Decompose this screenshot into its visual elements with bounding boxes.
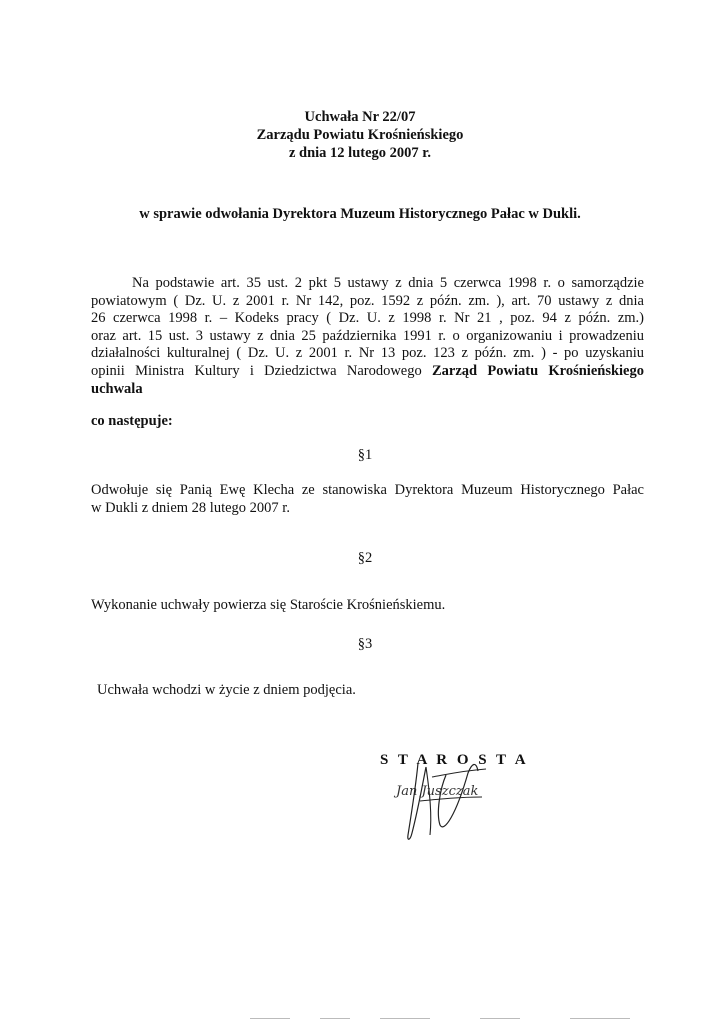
handwritten-signature <box>360 755 500 845</box>
preamble <box>91 275 644 398</box>
section-1-text <box>91 482 644 517</box>
section-3-label: §3 <box>357 636 373 652</box>
section-3-text: Uchwała wchodzi w życie z dniem podjęcia. <box>97 682 356 698</box>
resolves-word: uchwala <box>91 380 143 397</box>
section-1-line: Odwołuje się Panią Ewę Klecha ze stanowiska Dyrektora Muzeum Historycznego Pałac <box>91 482 644 498</box>
preamble-line: powiatowym ( Dz. U. z 2001 r. Nr 142, poz. 1592 z późn. zm. ), art. 70 ustawy z dnia <box>91 292 644 309</box>
preamble-line: Na podstawie art. 35 ust. 2 pkt 5 ustawy z dnia 5 czerwca 1998 r. o samorządzie <box>132 275 644 291</box>
issuing-body: Zarządu Powiatu Krośnieńskiego <box>256 127 464 143</box>
stamp-name: Jan Juszczak <box>396 784 479 799</box>
preamble-line: oraz art. 15 ust. 3 ustawy z dnia 25 października 1991 r. o organizowaniu i prowadzeniu <box>91 327 644 344</box>
co-nastepuje: co następuje: <box>91 413 173 429</box>
preamble-line: 26 czerwca 1998 r. – Kodeks pracy ( Dz. U. z 1998 r. Nr 21 , poz. 94 z późn. zm.) <box>91 310 644 327</box>
issuing-body-bold: Zarząd Powiatu Krośnieńskiego <box>432 362 644 379</box>
preamble-plain-text: opinii Ministra Kultury i Dziedzictwa Narodowego <box>91 362 422 379</box>
section-2-label: §2 <box>357 550 373 566</box>
resolution-number: Uchwała Nr 22/07 <box>304 109 416 125</box>
section-1-line: w Dukli z dniem 28 lutego 2007 r. <box>91 499 290 516</box>
resolution-date: z dnia 12 lutego 2007 r. <box>288 145 432 161</box>
preamble-line: działalności kulturalnej ( Dz. U. z 2001 r. Nr 13 poz. 123 z późn. zm. ) - po uzyskaniu <box>91 345 644 362</box>
section-1-label: §1 <box>357 447 373 463</box>
preamble-line <box>91 363 644 381</box>
starosta-stamp: S T A R O S T A <box>380 752 529 768</box>
resolution-subject: w sprawie odwołania Dyrektora Muzeum Historycznego Pałac w Dukli. <box>139 206 581 222</box>
scan-artifacts <box>250 1016 690 1022</box>
section-2-text: Wykonanie uchwały powierza się Staroście Krośnieńskiemu. <box>91 597 446 613</box>
